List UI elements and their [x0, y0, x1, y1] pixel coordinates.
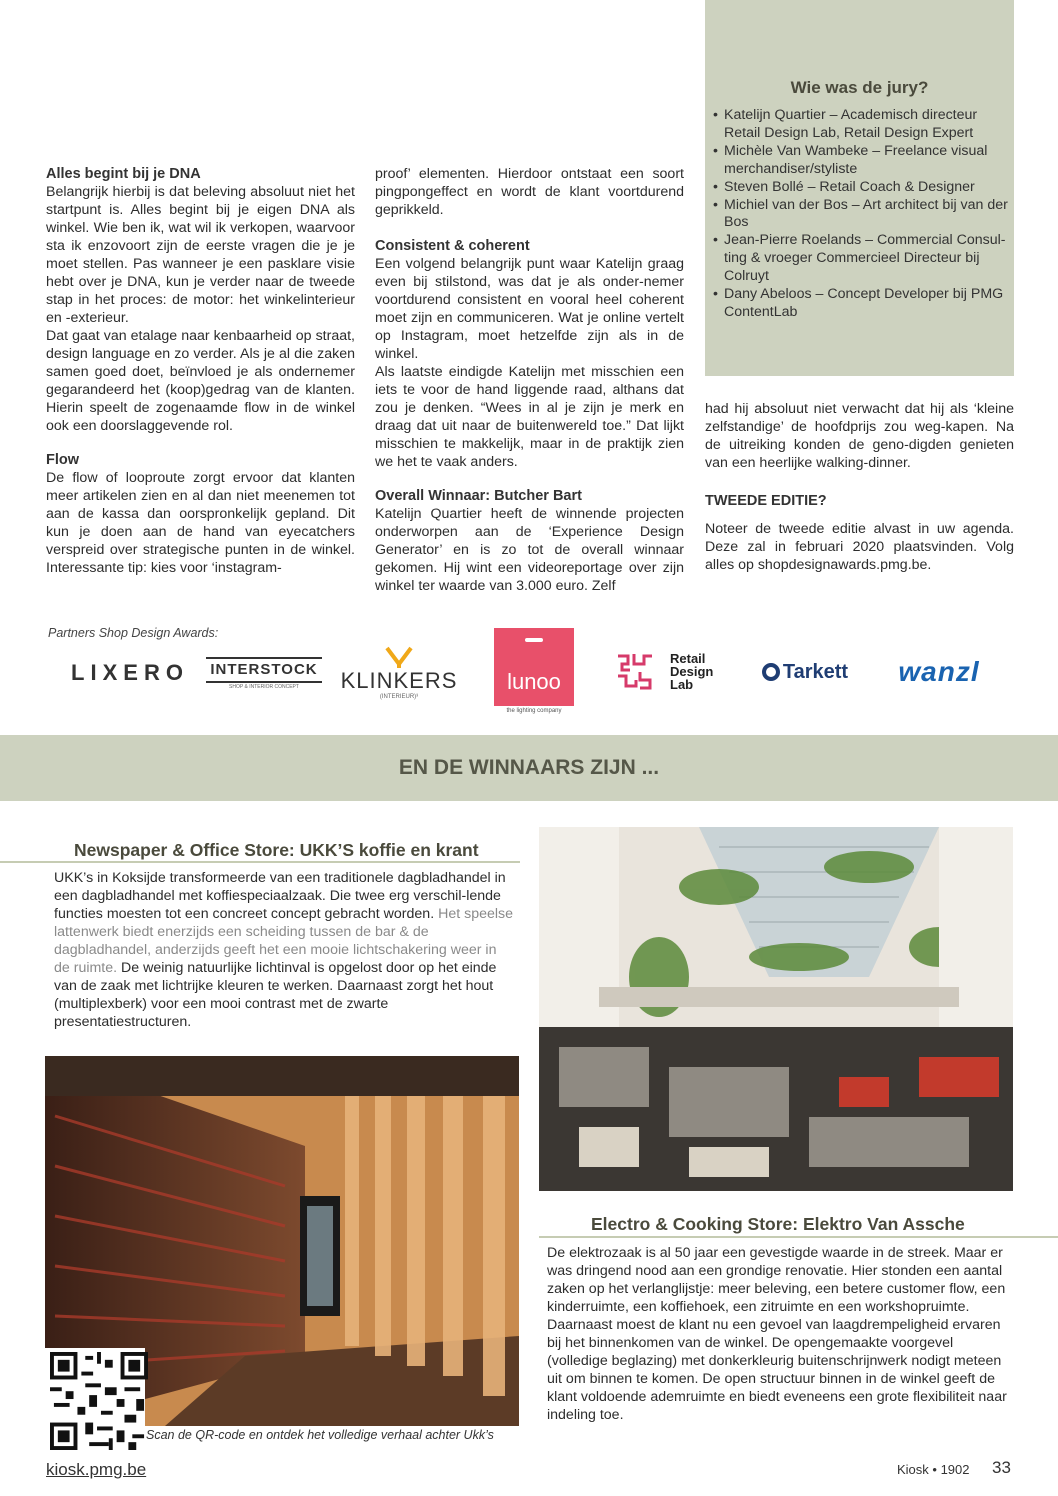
partners-label: Partners Shop Design Awards: [48, 626, 219, 640]
article-column-3 [705, 400, 1014, 574]
ukk-title-rule [0, 861, 520, 863]
klinkers-tagline: (INTERIEUR)³ [379, 694, 419, 700]
retail-design-lab-word1: Retail [670, 650, 706, 666]
qr-caption: Scan de QR-code en ontdek het volledige verhaal achter Ukk’s [146, 1428, 494, 1442]
wanzl-wordmark: wanzl [898, 656, 980, 687]
lixero-logo [70, 655, 190, 691]
jury-member: • Michèle Van Wambeke – Freelance visual merchandiser/styliste [713, 143, 1011, 179]
paragraph: Een volgend belangrijk punt waar Katelijn graag even bij stilstond, was dat je als onder-nemer voortdurend consistent en vooral heel coherent moet zijn en communiceren. Wat je online vertelt op Instagram, moet hetzelfde zijn als in de winkel. [375, 256, 684, 362]
jury-title: Wie was de jury? [790, 78, 929, 97]
heading-consistent: Consistent & coherent [375, 238, 530, 254]
paragraph: Dat gaat van etalage naar kenbaarheid op straat, design language en zo verder. Als je al die zaken samen goed doet, beïnvloed je als ondernemer gegarandeerd het (koop)gedrag van de klanten. Hierin speelt de zogenaamde flow in de winkel ook een doorslaggevende rol. [46, 328, 355, 434]
interstock-logo [208, 656, 320, 690]
jury-member: • Katelijn Quartier – Academisch directeur Retail Design Lab, Retail Design Expert [713, 107, 1011, 143]
elektro-text: De elektrozaak is al 50 jaar een gevestigde waarde in de streek. Maar er was dringend nood aan een grondige renovatie. Hier stonden een aantal zaken op het verlanglijstje: meer beleving, een betere customer flow, een kinderruimte, een koffiehoek, een zitruimte en een workshopruimte. Daarnaast moest de klant nu een gevoel van laagdrempeligheid ervaren bij het binnenkomen van de winkel. De opengemaakte voorgevel (volledige beglazing) met donkerkleurig buitenschrijnwerk nodigt meteen uit om binnen te komen. De open structuur binnen in de winkel geeft de klant voldoende ademruimte en biedt eveneens een grote flexibiliteit naar indeling toe. [547, 1245, 1007, 1423]
paragraph: Als laatste eindigde Katelijn met misschien een iets te voor de hand liggende raad, althans dat zou je denken. “Wees in al je zijn je merk en draag dat uit naar de buitenwereld toe.” Dat lijkt misschien te makkelijk, maar in de praktijk zien we het te vaak anders. [375, 364, 684, 470]
paragraph: Katelijn Quartier heeft de winnende projecten onderworpen aan de ‘Experience Design Generator’ en is zo tot de overall winnaar gekomen. Hij wint een videoreportage over zijn winkel ter waarde van 3.000 euro. Zelf [375, 506, 684, 594]
heading-flow: Flow [46, 452, 80, 468]
elektro-photo-illustration [539, 827, 1013, 1191]
retail-design-lab-logo [614, 648, 726, 694]
jury-member: • Michiel van der Bos – Art architect bij van der Bos [713, 197, 1011, 233]
paragraph: Belangrijk hierbij is dat beleving absoluut niet het startpunt is. Alles begint bij je eigen DNA als winkel. Wie ben ik, wat wil ik verkopen, waarvoor sta ik enzovoort zijn de eerste vragen die je je moet stellen. Pas wanneer je een pasklare visie hebt over je DNA, kun je verder naar de tweede stap in het proces: de motor: het winkelinterieur en -exterieur. [46, 184, 355, 326]
winners-banner [0, 735, 1058, 801]
retail-design-lab-icon [614, 650, 656, 692]
lixero-wordmark: LIXERO [71, 660, 189, 685]
ukk-section-title: Newspaper & Office Store: UKK’S koffie en krant [74, 840, 479, 860]
lunoo-wordmark: lunoo [507, 669, 561, 694]
ukk-text [54, 869, 516, 1031]
tarkett-wordmark: Tarkett [782, 660, 849, 683]
tarkett-symbol-icon [762, 663, 780, 681]
page-number: 33 [992, 1458, 1011, 1477]
lunoo-logo [494, 628, 574, 718]
retail-design-lab-word2: Design [670, 663, 714, 679]
paragraph: proof’ elementen. Hierdoor ontstaat een soort pingpongeffect en wordt de klant voortdurend geprikkeld. [375, 166, 684, 218]
paragraph: had hij absoluut niet verwacht dat hij als ‘kleine zelfstandige’ de hoofdprijs zou weg-kapen. Na de uitreiking konden de geno-digden genieten van een heerlijke walking-dinner. [705, 401, 1014, 471]
klinkers-k-icon [385, 646, 413, 668]
jury-list [713, 107, 1011, 322]
article-column-2 [375, 165, 684, 595]
heading-second-edition: TWEEDE EDITIE? [705, 493, 827, 509]
paragraph: Noteer de tweede editie alvast in uw agenda. Deze zal in februari 2020 plaatsvinden. Volg alles op shopdesignawards.pmg.be. [705, 521, 1014, 573]
lunoo-tagline: the lighting company [506, 708, 562, 714]
elektro-section-title: Electro & Cooking Store: Elektro Van Assche [591, 1214, 965, 1234]
jury-member: • Jean-Pierre Roelands – Commercial Consul-ting & vroeger Commercieel Directeur bij Colruyt [713, 232, 1011, 286]
heading-dna: Alles begint bij je DNA [46, 166, 201, 182]
jury-box [705, 0, 1014, 376]
article-column-1 [46, 165, 355, 577]
klinkers-logo [340, 638, 458, 708]
elektro-title-rule [539, 1236, 1058, 1238]
interstock-tagline: SHOP & INTERIOR CONCEPT [229, 683, 299, 690]
ukk-text-part: De weinig natuurlijke lichtinval is opgelost door op het einde van de zaak met lichtrijke kleuren te werken. Daarnaast zorgt het hout (multiplexberk) voor een mooi contrast met de zwarte presentatiestructuren. [54, 960, 497, 1030]
lunoo-lamp-icon [525, 638, 543, 642]
footer-issue: Kiosk • 1902 [897, 1462, 970, 1477]
heading-overall-winner: Overall Winnaar: Butcher Bart [375, 488, 582, 504]
qr-code[interactable] [45, 1348, 145, 1446]
klinkers-wordmark: KLINKERS [340, 668, 458, 693]
jury-member: • Steven Bollé – Retail Coach & Designer [713, 179, 1011, 197]
ukk-text-part: UKK’s in Koksijde transformeerde van een traditionele dagbladhandel in een dagbladhandel met koffiespeciaalzaak. Die twee erg verschil-lende functies moesten tot een concreet concept gebracht worden. [54, 870, 506, 922]
footer-url[interactable]: kiosk.pmg.be [46, 1460, 147, 1479]
ukk-text-highlight: Het speelse lattenwerk biedt enerzijds een scheiding tussen de bar & de dagbladhandel, anderzijds geeft het een mooie lichtschakering weer in de ruimte. [54, 906, 514, 976]
qr-code-icon [49, 1352, 149, 1450]
retail-design-lab-word3: Lab [670, 676, 694, 692]
tarkett-logo [748, 656, 862, 688]
interstock-wordmark: INTERSTOCK [210, 660, 318, 678]
wanzl-logo [882, 654, 996, 690]
winners-banner-title: EN DE WINNAARS ZIJN ... [398, 756, 660, 779]
paragraph: De flow of looproute zorgt ervoor dat klanten meer artikelen zien en al dan niet meenemen tot aan de kassa dan oorspronkelijk gepland. Dit kun je doen aan de hand van eyecatchers verspreid over strategische punten in de winkel. Interessante tip: kies voor ‘instagram- [46, 470, 355, 576]
elektro-store-photo [539, 827, 1013, 1191]
jury-member: • Dany Abeloos – Concept Developer bij PMG ContentLab [713, 286, 1011, 322]
